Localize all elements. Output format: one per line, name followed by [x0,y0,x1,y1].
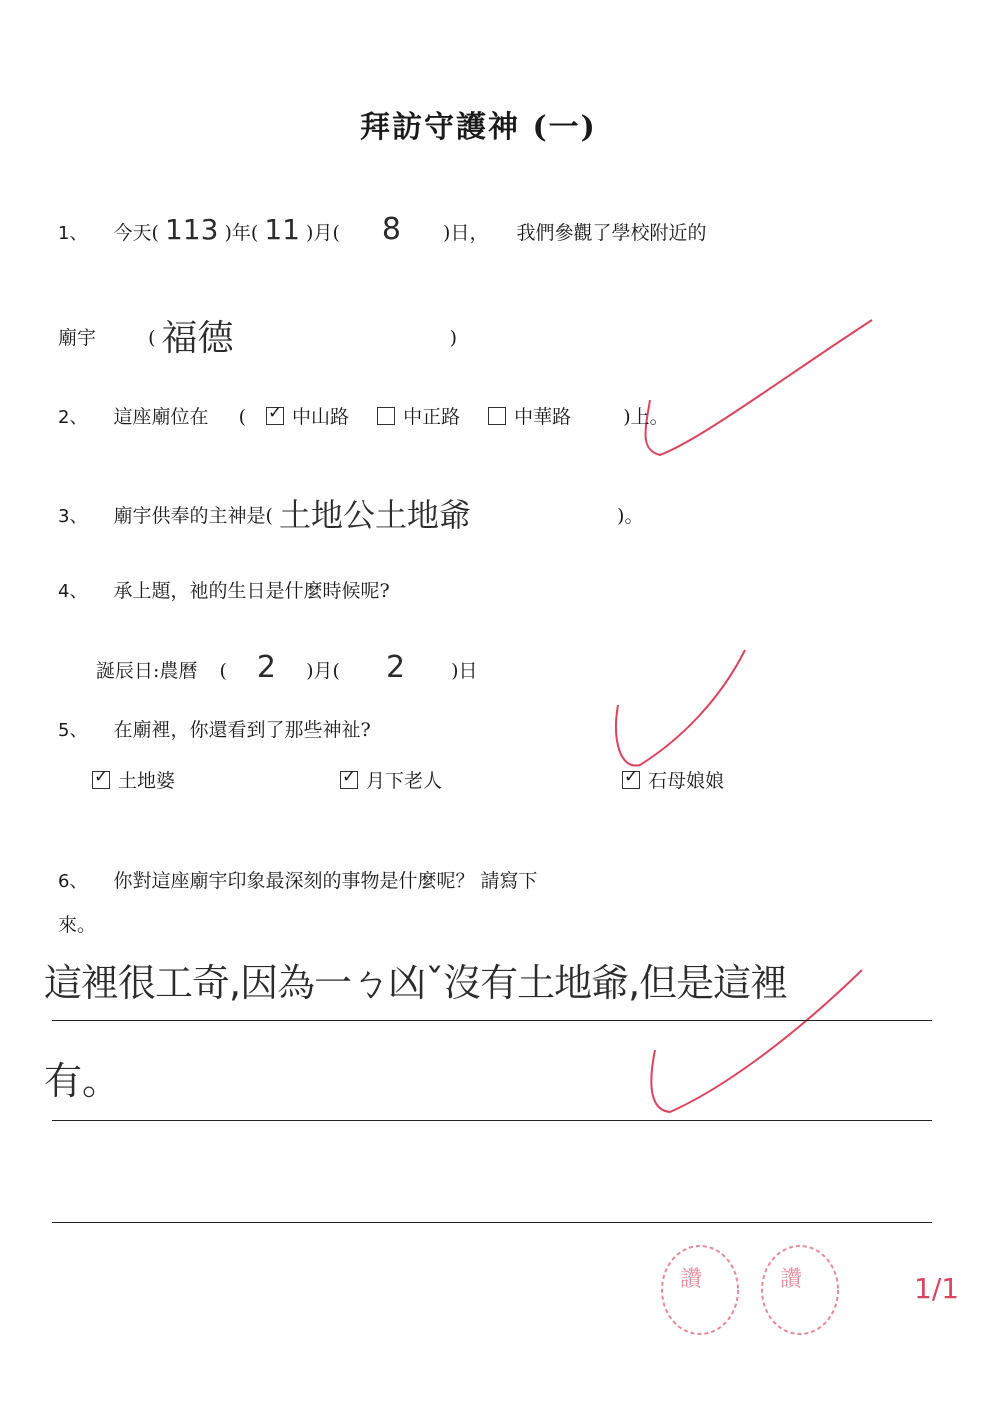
q1-text-temple: 廟宇 [58,327,97,349]
question-1-temple [58,310,457,361]
question-5 [58,715,371,742]
praise-stamp-2: 讚 [780,1267,803,1292]
q4-text-day: )日 [451,660,478,682]
checkmark-icon: ✓ [624,767,639,787]
score-mark: 1/1 [914,1272,960,1305]
question-6 [58,866,538,893]
q1-text-today: 今天( [113,222,159,244]
q2-close: )上。 [623,406,669,428]
q6-text: 你對這座廟宇印象最深刻的事物是什麼呢？ 請寫下 [113,870,538,892]
answer-line-2 [52,1120,932,1121]
q5-option-1[interactable] [92,766,175,793]
q1-text-year: )年( [224,222,259,244]
checkmark-icon: ✓ [342,767,357,787]
q4-text: 承上題，祂的生日是什麼時候呢? [113,580,390,602]
checkbox[interactable] [92,767,110,789]
q4-birthday-label: 誕辰日:農曆 [96,660,198,682]
q4-month-answer: 2 [256,650,277,685]
answer-line-3 [52,1222,932,1223]
question-2 [58,402,669,429]
q2-option-2[interactable] [377,406,460,428]
option-label: 石母娘娘 [648,770,725,792]
question-number: 5、 [58,720,88,741]
q1-day-answer: 8 [381,212,401,247]
checkbox[interactable] [622,767,640,789]
question-4-birthday [96,650,478,685]
question-number: 6、 [58,871,88,892]
q6-text-end: 來。 [58,914,97,936]
q1-text-month: )月( [306,222,340,244]
question-number: 3、 [58,506,88,527]
q2-option-1[interactable] [266,403,350,428]
q1-text-day: )日， [443,222,489,244]
q2-option-3[interactable] [488,406,571,428]
q5-text: 在廟裡，你還看到了那些神祉? [113,719,371,741]
red-checkmark-1 [646,320,872,455]
q1-year-answer: 113 [164,213,219,246]
q3-text: 廟宇供奉的主神是( [113,505,273,527]
q6-answer-line-1: 這裡很工奇,因為一ㄅ凶ˇ沒有土地爺,但是這裡 [44,961,788,1005]
q5-option-3[interactable] [622,766,724,793]
option-label: 中山路 [292,406,350,428]
q1-temple-answer: 福德 [161,318,234,359]
checkbox[interactable] [340,767,358,789]
q4-text-month: )月( [306,660,340,682]
red-checkmark-2 [616,650,745,766]
option-label: 土地婆 [118,770,176,792]
option-label: 中華路 [514,406,572,428]
q1-temple-close: ) [449,327,458,349]
q3-close: )。 [617,505,644,527]
q4-open: ( [219,660,227,682]
checkbox[interactable] [377,407,395,425]
option-label: 月下老人 [366,770,443,792]
question-4 [58,576,390,603]
praise-stamp-1: 讚 [680,1267,703,1292]
question-number: 2、 [58,407,88,428]
page-title: 拜訪守護神 (一) [360,110,597,145]
q5-option-2[interactable] [340,766,442,793]
q4-day-answer: 2 [385,650,406,685]
question-number: 1、 [58,223,88,244]
option-label: 中正路 [403,406,461,428]
question-3 [58,490,643,536]
checkmark-icon: ✓ [94,767,109,787]
q2-open: ( [238,406,246,428]
answer-line-1 [52,1020,932,1021]
q6-answer-line-2: 有。 [44,1059,121,1103]
q2-text: 這座廟位在 [113,406,209,428]
q1-temple-open: ( [148,327,156,349]
question-1 [58,212,707,247]
q1-text-visit: 我們參觀了學校附近的 [516,222,707,244]
checkbox[interactable] [488,407,506,425]
checkmark-icon: ✓ [268,403,283,423]
question-number: 4、 [58,581,88,602]
q1-month-answer: 11 [264,213,300,246]
q3-answer: 土地公土地爺 [278,496,471,534]
checkbox[interactable] [266,403,284,425]
